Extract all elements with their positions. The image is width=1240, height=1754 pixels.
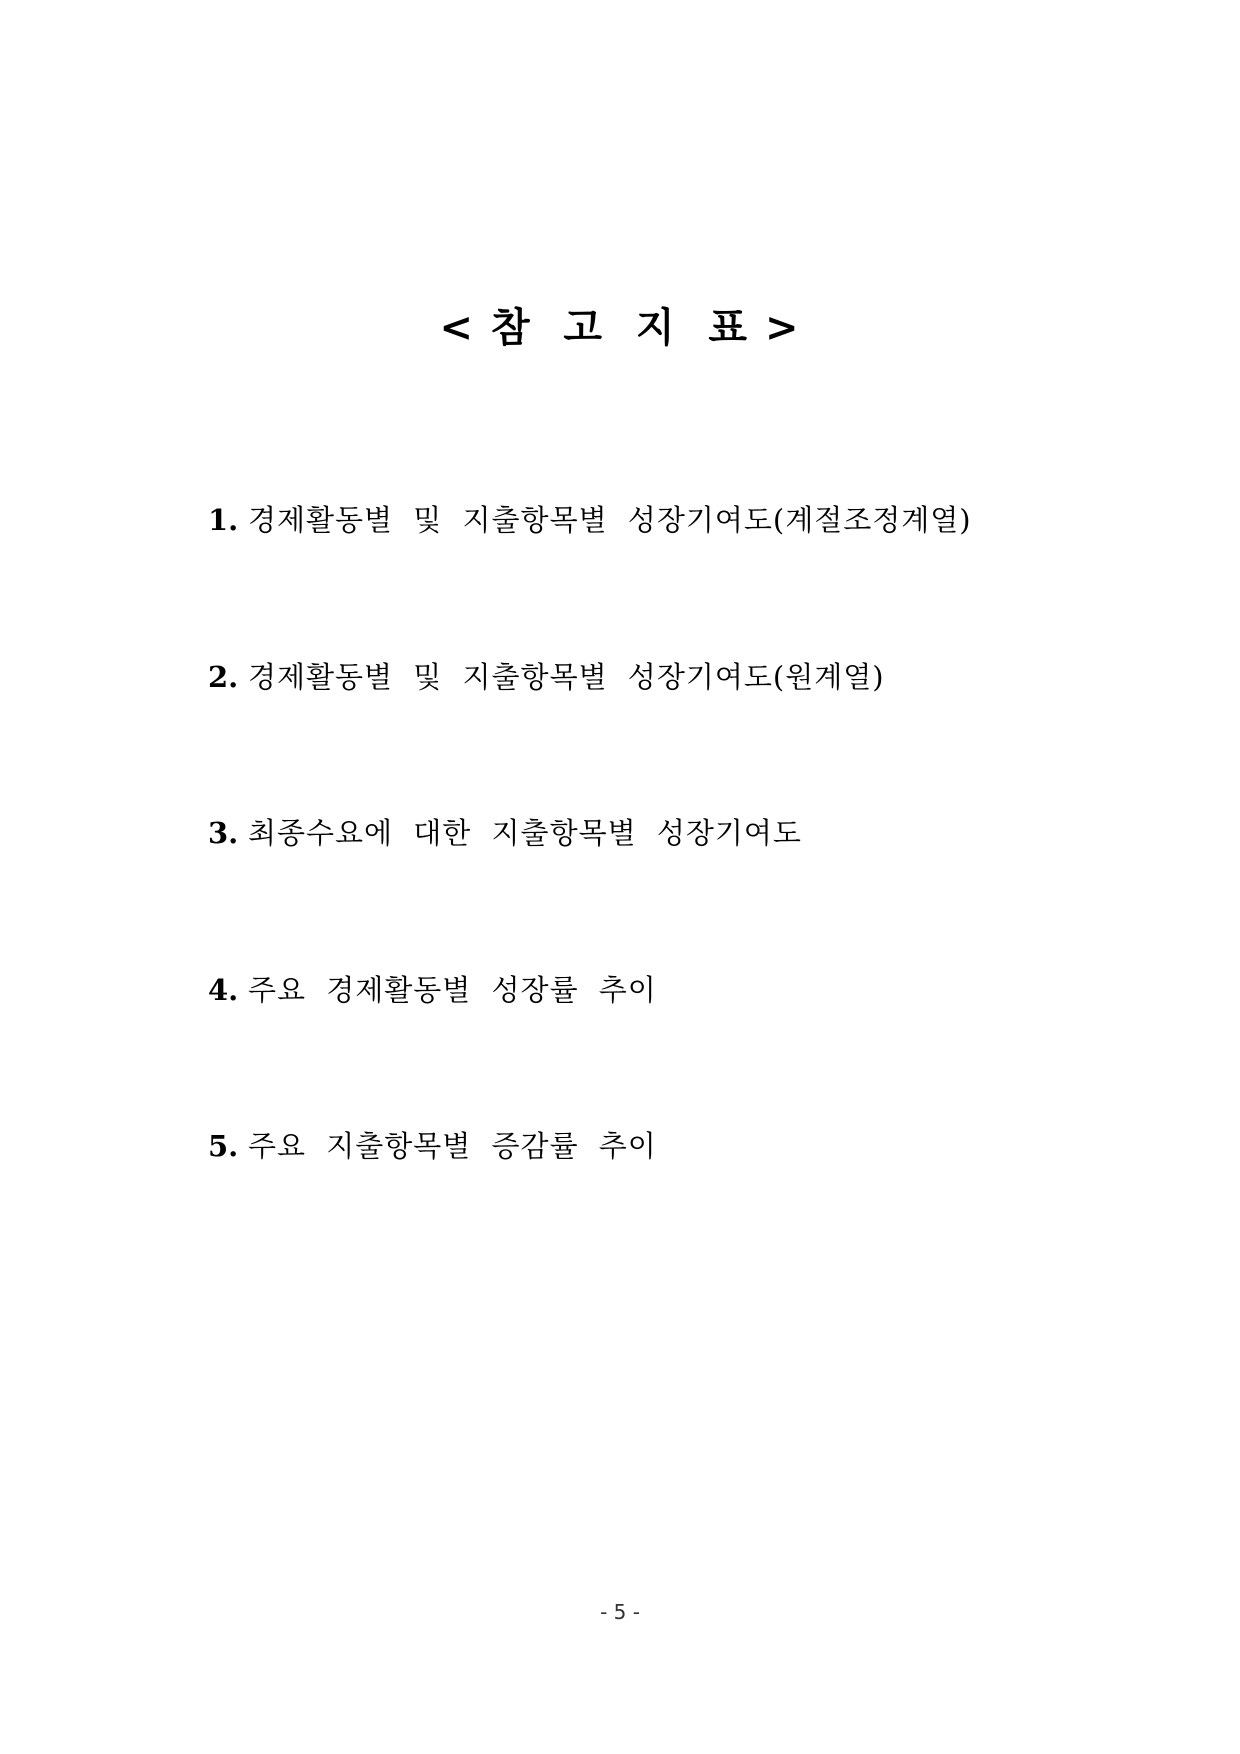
list-item-number: 4. [208,973,239,1007]
list-item [208,655,885,696]
list-item-number: 2. [208,660,239,694]
list-item-number: 1. [208,503,239,537]
list-item-text: 주요 지출항목별 증감률 추이 [248,1129,657,1163]
list-item-text: 최종수요에 대한 지출항목별 성장기여도 [248,816,802,850]
list-item [208,811,802,852]
page-title: < 참 고 지 표 > [439,304,801,351]
list-item-number: 5. [208,1129,239,1163]
list-item [208,968,657,1009]
list-item [208,1124,657,1165]
page-number: - 5 - [600,1600,640,1624]
list-item-text: 경제활동별 및 지출항목별 성장기여도(계절조정계열) [248,503,972,537]
list-item-number: 3. [208,816,239,850]
list-item-text: 경제활동별 및 지출항목별 성장기여도(원계열) [248,660,885,694]
list-item-text: 주요 경제활동별 성장률 추이 [248,973,657,1007]
list-item [208,498,972,539]
